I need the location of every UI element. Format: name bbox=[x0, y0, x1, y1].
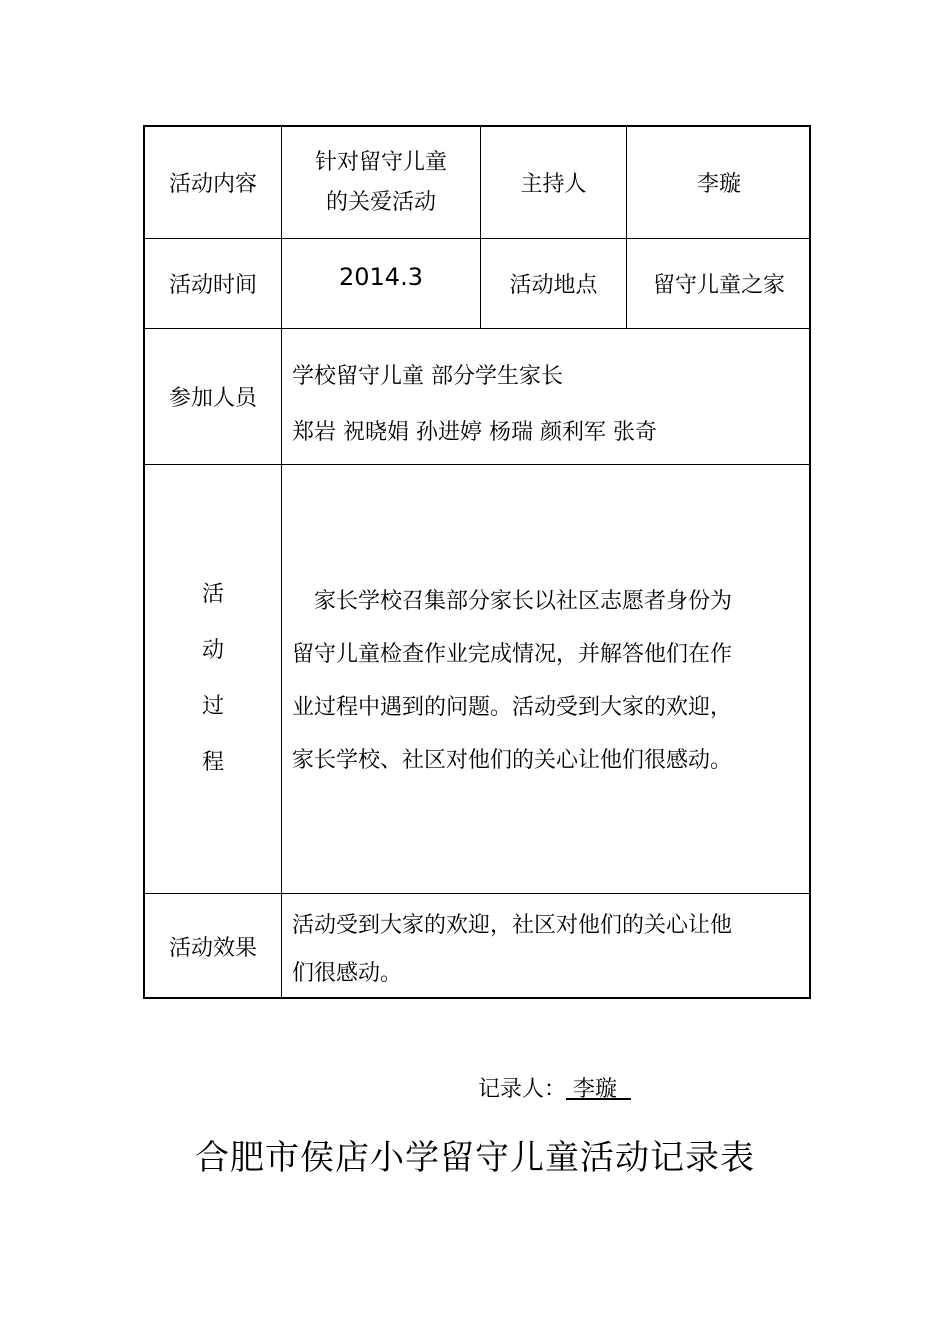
activity-process-value bbox=[282, 465, 811, 893]
activity-place-label bbox=[481, 239, 626, 328]
participants-line2: 郑岩 祝晓娟 孙进婷 杨瑞 颜利军 张奇 bbox=[292, 420, 657, 445]
host-label-text: 主持人 bbox=[520, 172, 587, 197]
recorder-label: 记录人： bbox=[478, 1077, 567, 1102]
activity-process-label bbox=[145, 465, 281, 893]
effect-line1: 活动受到大家的欢迎，社区对他们的关心让他 bbox=[292, 913, 733, 938]
host-value-text: 李璇 bbox=[696, 172, 741, 197]
participants-line1: 学校留守儿童 部分学生家长 bbox=[292, 364, 563, 389]
activity-effect-label-text: 活动效果 bbox=[168, 936, 257, 961]
activity-record-table bbox=[143, 125, 811, 999]
activity-content-line1: 针对留守儿童 bbox=[314, 149, 447, 175]
recorder-name: 李璇 bbox=[566, 1077, 631, 1102]
participants-label-text: 参加人员 bbox=[168, 386, 257, 411]
process-label-char: 活 bbox=[201, 582, 224, 607]
participants-value bbox=[282, 329, 811, 464]
effect-line2: 们很感动。 bbox=[292, 961, 403, 986]
activity-content-value bbox=[282, 127, 480, 238]
recorder-line bbox=[478, 1072, 631, 1103]
activity-effect-label bbox=[145, 894, 281, 999]
activity-place-value-text: 留守儿童之家 bbox=[652, 273, 785, 298]
activity-time-label bbox=[145, 239, 281, 328]
process-paragraph-line: 留守儿童检查作业完成情况，并解答他们在作 bbox=[292, 642, 733, 667]
participants-label bbox=[145, 329, 281, 464]
process-label-char: 过 bbox=[201, 694, 224, 719]
host-value bbox=[627, 127, 811, 238]
activity-time-value-text: 2014.3 bbox=[339, 263, 423, 291]
activity-content-line2: 的关爱活动 bbox=[325, 189, 436, 215]
activity-time-value bbox=[282, 239, 480, 328]
activity-content-label-text: 活动内容 bbox=[168, 172, 257, 197]
activity-content-label bbox=[145, 127, 281, 238]
process-label-char: 动 bbox=[201, 638, 224, 663]
process-paragraph-line: 家长学校、社区对他们的关心让他们很感动。 bbox=[292, 748, 733, 773]
process-paragraph-line: 业过程中遇到的问题。活动受到大家的欢迎， bbox=[292, 695, 733, 720]
page-title: 合肥市侯店小学留守儿童活动记录表 bbox=[195, 1138, 755, 1178]
activity-place-value bbox=[627, 239, 811, 328]
activity-effect-value bbox=[282, 894, 811, 999]
host-label bbox=[481, 127, 626, 238]
activity-place-label-text: 活动地点 bbox=[509, 273, 598, 298]
process-label-char: 程 bbox=[201, 750, 224, 775]
activity-time-label-text: 活动时间 bbox=[168, 273, 257, 298]
process-paragraph-line: 家长学校召集部分家长以社区志愿者身份为 bbox=[292, 589, 733, 614]
